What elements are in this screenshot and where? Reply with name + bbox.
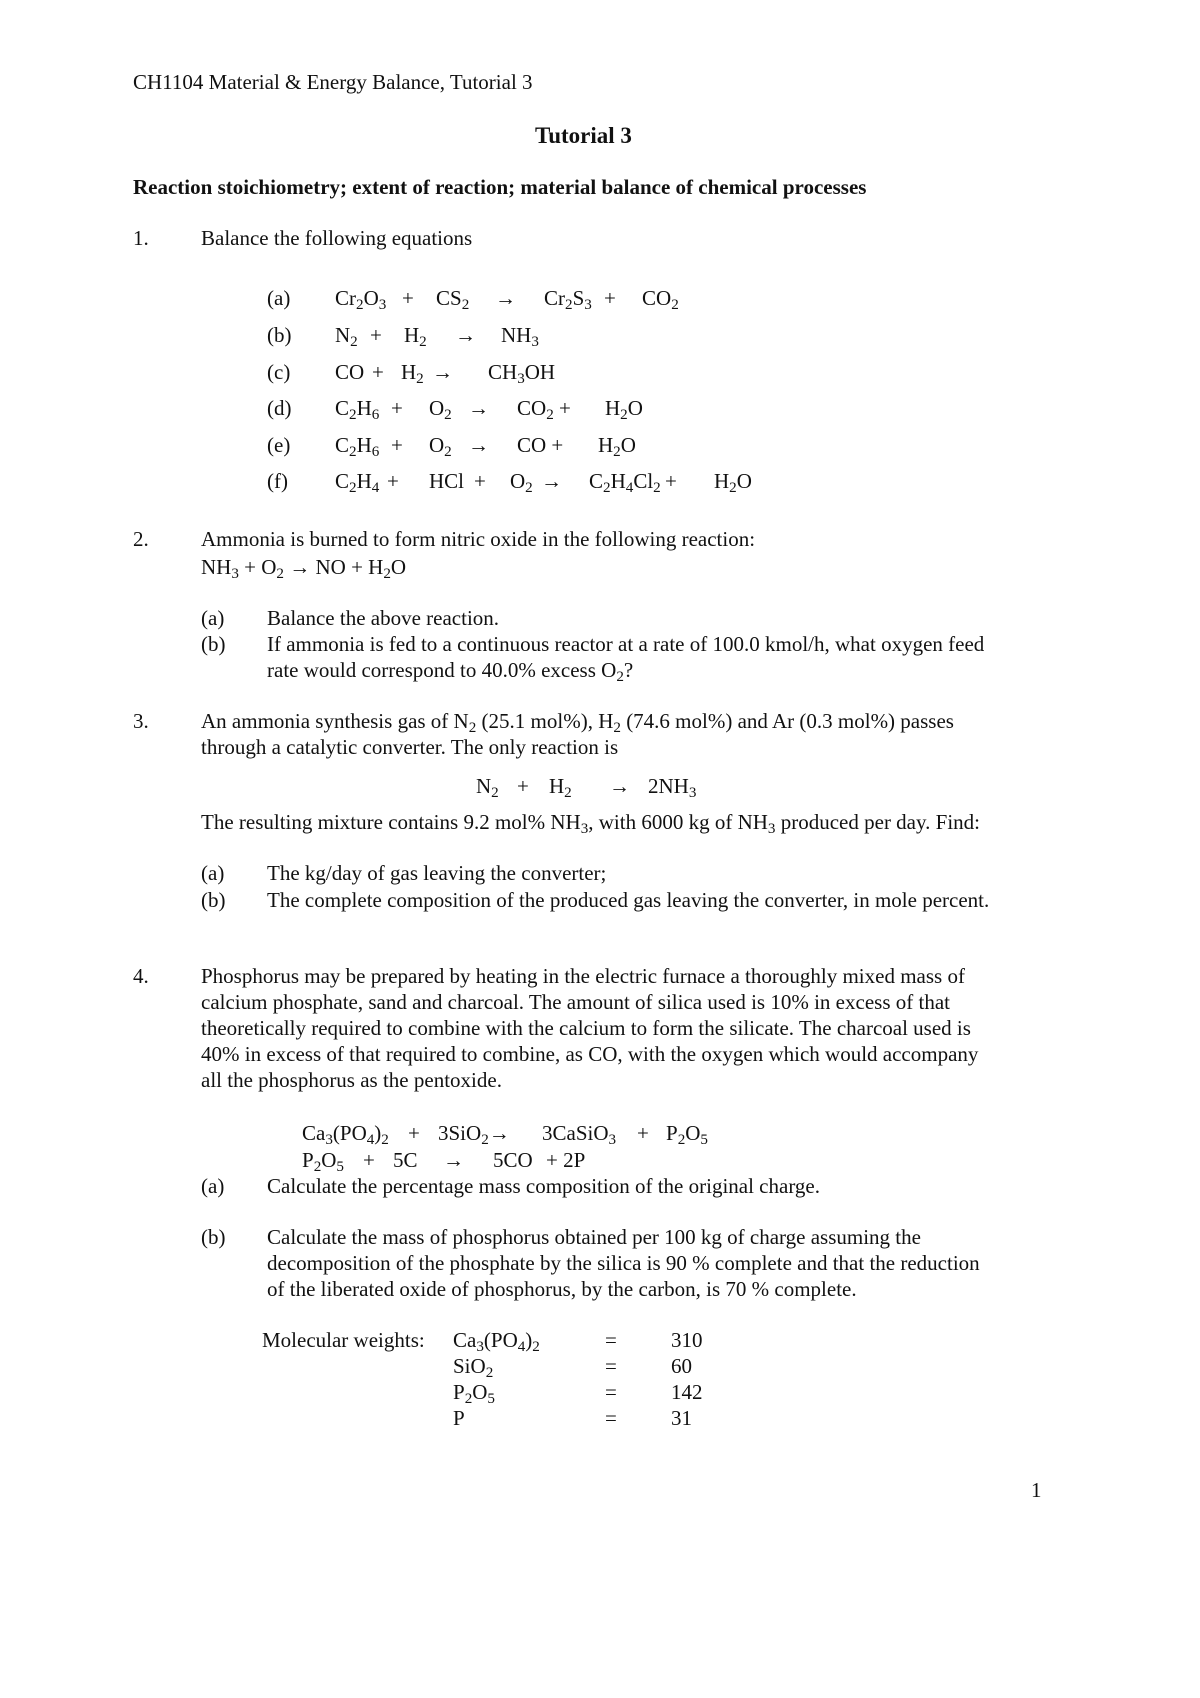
mw-compound: SiO$_2$ — [453, 1354, 494, 1381]
q4-eq1-p2o5: $P_2O_5$ — [666, 1121, 708, 1148]
q1e-o2: $O_2$ — [429, 433, 452, 460]
q1f-hcl: HCl — [429, 469, 465, 493]
arrow: → — [455, 323, 476, 347]
q1-number: 1. — [133, 226, 149, 250]
page-subtitle: Reaction stoichiometry; extent of reaction; material balance of chemical processes — [133, 175, 867, 199]
q4-part-b-line: of the liberated oxide of phosphorus, by the carbon, is 70 % complete. — [267, 1277, 857, 1301]
plus: + — [474, 469, 486, 493]
arrow: → — [495, 286, 516, 310]
q1-label-d: (d) — [267, 396, 292, 420]
q1c-co: CO — [335, 360, 365, 384]
arrow: → — [443, 1148, 464, 1172]
q3-part-b: The complete composition of the produced gas leaving the converter, in mole percent. — [267, 888, 990, 912]
q1f-h2o: $H_2O$ — [714, 469, 752, 496]
q1b-n2: $N_2$ — [335, 323, 358, 350]
q2-label-b: (b) — [201, 632, 226, 656]
plus: + — [370, 323, 382, 347]
mw-equals: = — [605, 1354, 617, 1378]
plus: + — [391, 433, 403, 457]
q1-label-c: (c) — [267, 360, 291, 384]
q1a-equation: $Cr_2O_3$ — [335, 286, 387, 313]
q4-label-a: (a) — [201, 1174, 225, 1198]
plus: + — [517, 774, 529, 798]
q4-number: 4. — [133, 964, 149, 988]
q1-label-e: (e) — [267, 433, 291, 457]
q1f-o2: $O_2$ — [510, 469, 533, 496]
q3-eq-h2: $H_2$ — [549, 774, 572, 801]
q2-equation: $NH_3 + O_2$ → NO + $H_2O$ — [201, 555, 407, 582]
q4-line: theoretically required to combine with the calcium to form the silicate. The charcoal used is — [201, 1016, 971, 1040]
q4-line: 40% in excess of that required to combine, as CO, with the oxygen which would accompany — [201, 1042, 979, 1066]
q1e-c2h6: $C_2H_6$ — [335, 433, 380, 460]
q1c-ch3oh: $CH_3OH$ — [488, 360, 556, 387]
q4-line: Phosphorus may be prepared by heating in the electric furnace a thoroughly mixed mass of — [201, 964, 965, 988]
q1-label-a: (a) — [267, 286, 291, 310]
page-title: Tutorial 3 — [535, 123, 632, 148]
q4-eq2-5co: 5CO — [493, 1148, 533, 1172]
q1-text: Balance the following equations — [201, 226, 473, 250]
arrow: → — [432, 360, 453, 384]
q1f-c2h4: $C_2H_4$ — [335, 469, 380, 496]
mw-value: 310 — [671, 1328, 703, 1352]
mw-equals: = — [605, 1328, 617, 1352]
plus: + — [637, 1121, 649, 1145]
q3-part-a: The kg/day of gas leaving the converter; — [267, 861, 607, 885]
q4-part-a: Calculate the percentage mass composition of the original charge. — [267, 1174, 821, 1198]
arrow: → — [609, 774, 630, 798]
plus: + — [665, 469, 677, 493]
page-number: 1 — [1031, 1478, 1042, 1502]
q1e-co: CO + — [517, 433, 564, 457]
q1-label-f: (f) — [267, 469, 288, 493]
mw-equals: = — [605, 1406, 617, 1430]
q3-number: 3. — [133, 709, 149, 733]
q1b-h2: $H_2$ — [404, 323, 427, 350]
mw-compound: $P_2O_5$ — [453, 1380, 495, 1407]
q1a-cr2s3: $Cr_2S_3$ — [544, 286, 592, 313]
plus: + — [391, 396, 403, 420]
mw-equals: = — [605, 1380, 617, 1404]
q3-line3: The resulting mixture contains 9.2 mol% $NH_3$, with 6000 kg of $NH_3$ produced per day. Find: — [201, 810, 980, 837]
q4-line: all the phosphorus as the pentoxide. — [201, 1068, 502, 1092]
mw-value: 60 — [671, 1354, 692, 1378]
q2-part-b-line1: If ammonia is fed to a continuous reactor at a rate of 100.0 kmol/h, what oxygen feed — [267, 632, 985, 656]
q4-part-b-line: Calculate the mass of phosphorus obtained per 100 kg of charge assuming the — [267, 1225, 921, 1249]
q1d-co2: $CO_2$ + — [517, 396, 571, 423]
plus: + — [363, 1148, 375, 1172]
q1e-h2o: $H_2O$ — [598, 433, 636, 460]
q1a-co2: $CO_2$ — [642, 286, 679, 313]
q4-part-b-line: decomposition of the phosphate by the silica is 90 % complete and that the reduction — [267, 1251, 980, 1275]
q4-eq2-5c: 5C — [393, 1148, 418, 1172]
q4-eq1-ca3po42: $Ca_3(PO_4)_2$ — [302, 1121, 389, 1148]
q3-line2: through a catalytic converter. The only reaction is — [201, 735, 619, 759]
q2-text: Ammonia is burned to form nitric oxide in the following reaction: — [201, 527, 756, 551]
plus: + — [408, 1121, 420, 1145]
q2-number: 2. — [133, 527, 149, 551]
q1f-c2h4cl2: $C_2H_4Cl_2$ — [589, 469, 661, 496]
q4-eq1-3casio3: 3CaSiO$_3$ — [542, 1121, 617, 1148]
q2-label-a: (a) — [201, 606, 225, 630]
q3-label-b: (b) — [201, 888, 226, 912]
mw-value: 142 — [671, 1380, 703, 1404]
q3-eq-2nh3: $2NH_3$ — [648, 774, 697, 801]
q1c-h2: $H_2$ — [401, 360, 424, 387]
q4-label-b: (b) — [201, 1225, 226, 1249]
q2-part-a: Balance the above reaction. — [267, 606, 500, 630]
page-header: CH1104 Material & Energy Balance, Tutorial 3 — [133, 70, 533, 94]
q1a-cs2: $CS_2$ — [436, 286, 470, 313]
q1d-c2h6: $C_2H_6$ — [335, 396, 380, 423]
mw-compound: P — [453, 1406, 465, 1430]
q1d-o2: $O_2$ — [429, 396, 452, 423]
q1-label-b: (b) — [267, 323, 292, 347]
q4-eq2-p2o5: $P_2O_5$ — [302, 1148, 344, 1175]
q3-label-a: (a) — [201, 861, 225, 885]
plus: + — [604, 286, 616, 310]
arrow: → — [468, 433, 489, 457]
mw-compound: $Ca_3(PO_4)_2$ — [453, 1328, 540, 1355]
plus: + — [402, 286, 414, 310]
q1b-nh3: $NH_3$ — [501, 323, 539, 350]
q2-part-b-line2: rate would correspond to 40.0% excess $O_2$? — [267, 658, 634, 685]
mw-label: Molecular weights: — [262, 1328, 425, 1352]
q4-eq2-2p: + 2P — [546, 1148, 586, 1172]
arrow: → — [541, 469, 562, 493]
q3-line1: An ammonia synthesis gas of $N_2$ (25.1 mol%), $H_2$ (74.6 mol%) and Ar (0.3 mol%) passes — [201, 709, 954, 736]
q4-line: calcium phosphate, sand and charcoal. The amount of silica used is 10% in excess of that — [201, 990, 950, 1014]
q4-eq1-3sio2: 3SiO$_2$→ — [438, 1121, 510, 1148]
plus: + — [387, 469, 399, 493]
q3-eq-n2: $N_2$ — [476, 774, 499, 801]
q1d-h2o: $H_2O$ — [605, 396, 643, 423]
mw-value: 31 — [671, 1406, 692, 1430]
plus: + — [372, 360, 384, 384]
arrow: → — [468, 396, 489, 420]
